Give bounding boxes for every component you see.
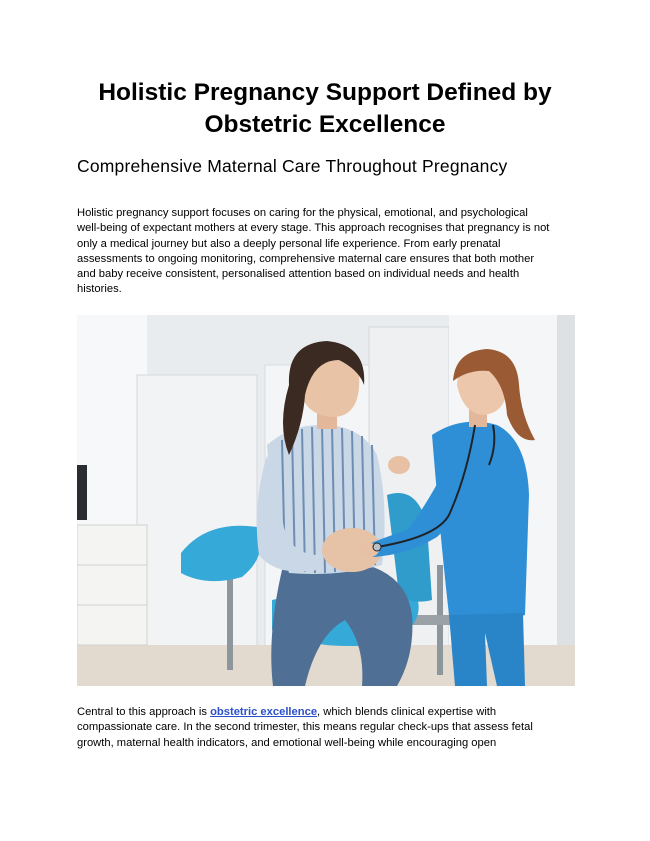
second-paragraph [77, 705, 577, 751]
intro-line-2: well-being of expectant mothers at every stage. This approach recognises that pregnancy is not [77, 222, 550, 235]
intro-paragraph [77, 206, 577, 298]
intro-line-6: histories. [77, 283, 122, 296]
second-line-1-start: Central to this approach is [77, 706, 211, 718]
second-line-1-end: , which blends clinical expertise with [317, 706, 497, 718]
obstetric-excellence-link[interactable]: obstetric excellence [210, 706, 318, 718]
photo-illustration [77, 315, 575, 686]
intro-line-5: and baby receive consistent, personalised attention based on individual needs and health [77, 268, 520, 281]
section-heading: Comprehensive Maternal Care Throughout Pregnancy [77, 156, 508, 176]
intro-line-3: only a medical journey but also a deeply personal life experience. From early prenatal [77, 237, 501, 250]
title-line-2: Obstetric Excellence [204, 111, 446, 138]
second-line-2: compassionate care. In the second trimester, this means regular check-ups that assess fetal [77, 721, 533, 734]
second-line-3: growth, maternal health indicators, and emotional well-being while encouraging open [77, 736, 497, 749]
page-title [70, 77, 580, 141]
prenatal-checkup-photo [77, 315, 575, 686]
intro-line-1: Holistic pregnancy support focuses on caring for the physical, emotional, and psychological [77, 207, 528, 219]
intro-line-4: assessments to ongoing monitoring, comprehensive maternal care ensures that both mother [77, 252, 535, 265]
title-line-1: Holistic Pregnancy Support Defined by [98, 79, 552, 106]
